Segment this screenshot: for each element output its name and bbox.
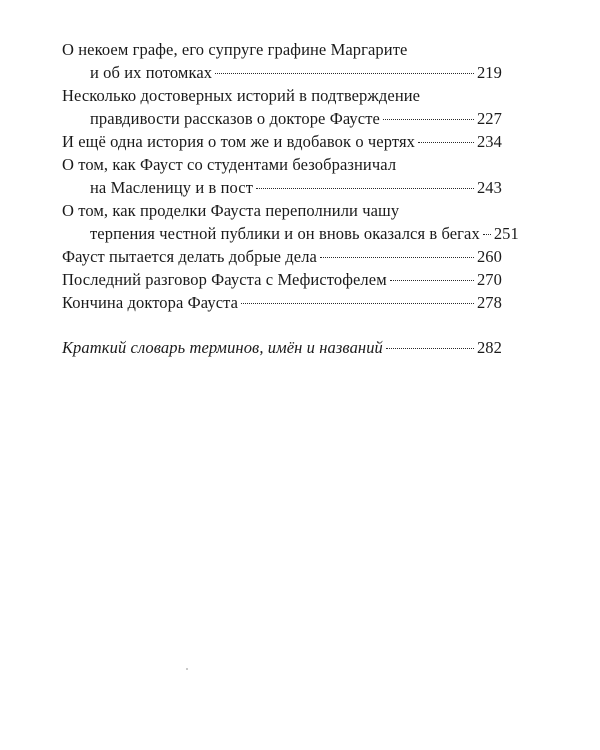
toc-page-number: 251 xyxy=(493,224,519,243)
toc-entry-line xyxy=(62,84,502,107)
toc-entry xyxy=(62,291,502,314)
toc-entry-line xyxy=(62,222,519,245)
dot-leader xyxy=(241,303,474,304)
toc-entry xyxy=(62,84,502,130)
dot-leader xyxy=(320,257,474,258)
toc-entry-line xyxy=(62,268,502,291)
toc-page-number: 234 xyxy=(476,132,502,151)
toc-entry xyxy=(62,199,519,245)
toc-entry-title: О том, как Фауст со студентами безобразничал xyxy=(62,155,397,174)
dot-leader xyxy=(215,73,474,74)
toc-entry-title: И ещё одна история о том же и вдобавок о чертях xyxy=(62,132,415,151)
toc-entry-line xyxy=(62,291,502,314)
toc-page-number: 260 xyxy=(476,247,502,266)
toc-entry xyxy=(62,130,502,153)
toc-entry-title: и об их потомках xyxy=(90,63,213,82)
toc-entry-title: Кончина доктора Фауста xyxy=(62,293,239,312)
toc-entry-line xyxy=(62,199,502,222)
dot-leader xyxy=(386,348,474,349)
toc-page-number: 227 xyxy=(476,109,502,128)
toc-entry-title: Последний разговор Фауста с Мефистофелем xyxy=(62,270,387,289)
toc-entry-line xyxy=(62,153,502,176)
toc-page-number: 282 xyxy=(476,338,502,357)
toc-page-number: 243 xyxy=(476,178,502,197)
toc-entry-line xyxy=(62,336,502,359)
toc-entry-title: Фауст пытается делать добрые дела xyxy=(62,247,317,266)
dot-leader xyxy=(390,280,474,281)
dot-leader xyxy=(383,119,474,120)
toc-entry xyxy=(62,245,502,268)
toc-entry-title: О некоем графе, его супруге графине Маргарите xyxy=(62,40,408,59)
toc-page-number: 270 xyxy=(476,270,502,289)
toc-entry xyxy=(62,153,502,199)
toc-entry-title: на Масленицу и в пост xyxy=(90,178,254,197)
toc-entry-line xyxy=(62,38,502,61)
toc-entry-line xyxy=(62,130,502,153)
dot-leader xyxy=(418,142,474,143)
paper-speck xyxy=(186,668,188,670)
dot-leader xyxy=(256,188,474,189)
toc-entry xyxy=(62,268,502,291)
toc-entry-title: О том, как проделки Фауста переполнили чашу xyxy=(62,201,400,220)
toc-entry-title: Несколько достоверных историй в подтверждение xyxy=(62,86,421,105)
toc-entry-line xyxy=(62,245,502,268)
glossary-title: Краткий словарь терминов, имён и названий xyxy=(62,338,383,357)
section-spacer xyxy=(62,314,502,336)
table-of-contents xyxy=(62,38,519,359)
toc-entry-title: правдивости рассказов о докторе Фаусте xyxy=(90,109,380,128)
toc-entry-title: терпения честной публики и он вновь оказался в бегах xyxy=(90,224,480,243)
toc-glossary-entry xyxy=(62,336,502,359)
toc-page-number: 278 xyxy=(476,293,502,312)
toc-entry xyxy=(62,38,502,84)
dot-leader xyxy=(483,234,491,235)
toc-entry-line xyxy=(62,107,502,130)
toc-page-number: 219 xyxy=(476,63,502,82)
toc-entry-line xyxy=(62,61,502,84)
toc-entry-line xyxy=(62,176,502,199)
